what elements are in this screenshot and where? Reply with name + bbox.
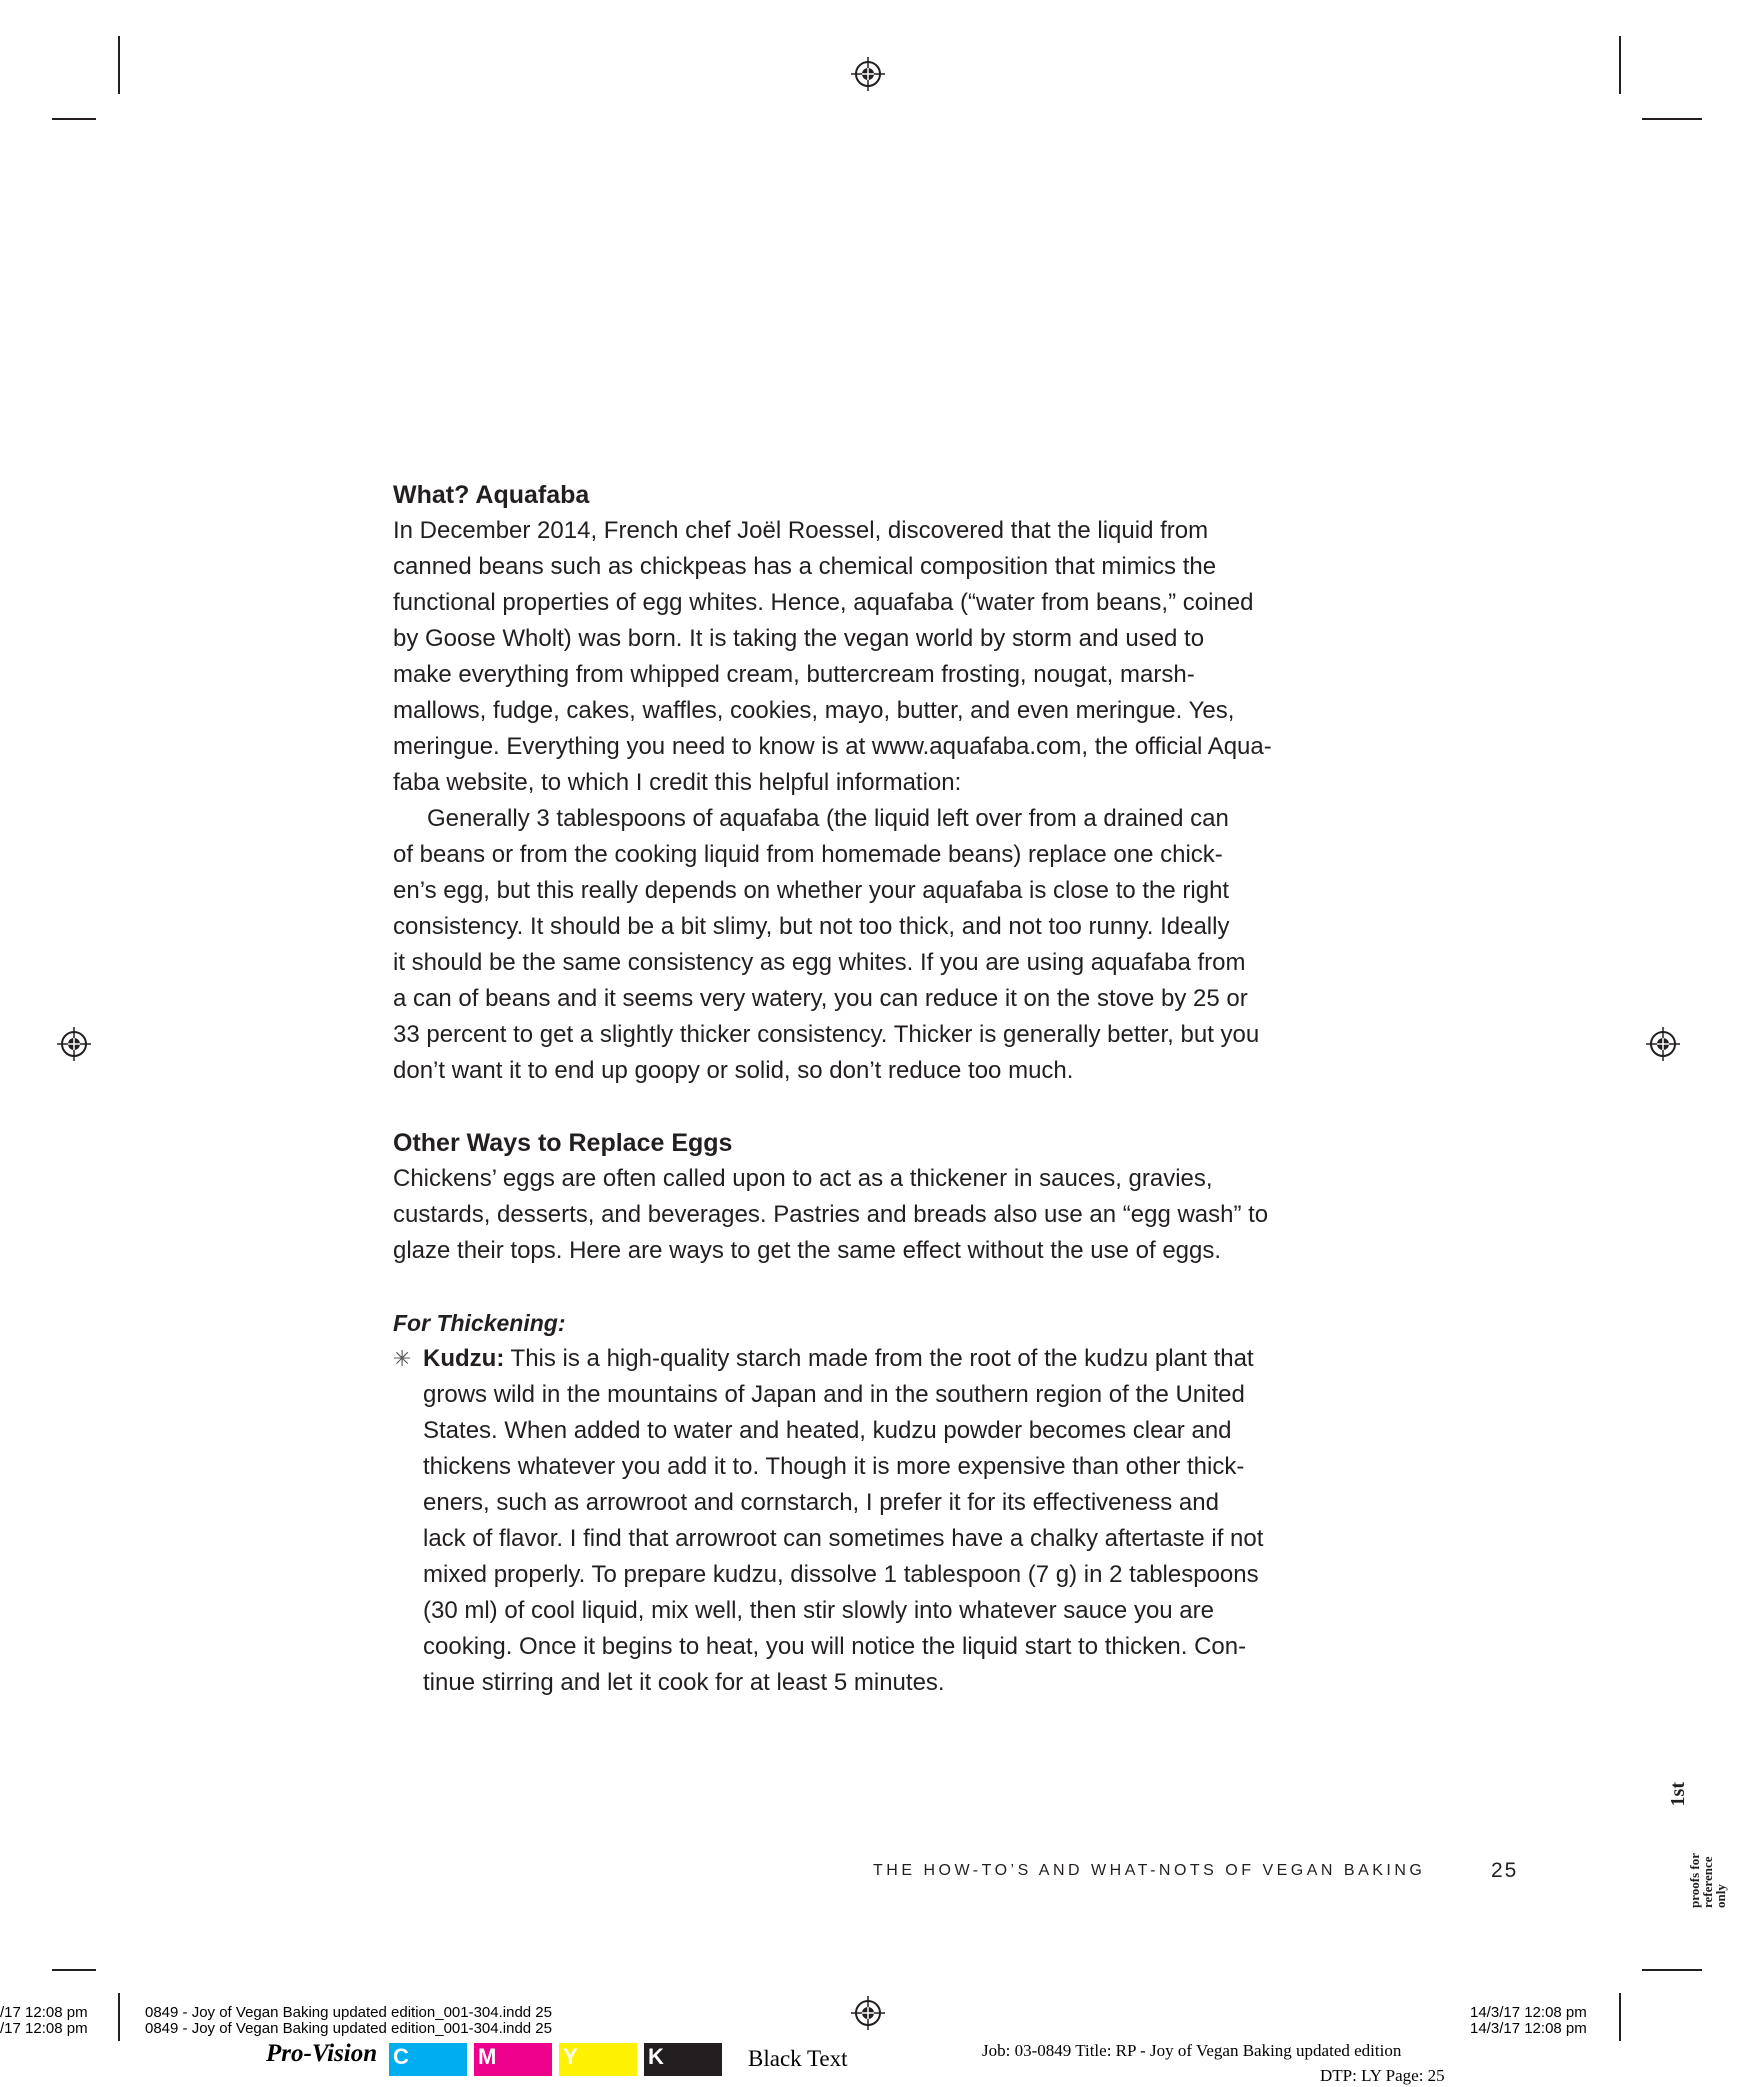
- crop-mark: [52, 1969, 96, 1971]
- text-line: custards, desserts, and beverages. Pastries and breads also use an “egg wash” to: [393, 1201, 1269, 1228]
- proof-stamp-text: reference: [1700, 1856, 1715, 1908]
- text-line: lack of flavor. I find that arrowroot can sometimes have a chalky aftertaste if not: [423, 1525, 1264, 1552]
- color-swatch-black: [644, 2043, 722, 2076]
- text-line: en’s egg, but this really depends on whether your aquafaba is close to the right: [393, 877, 1230, 904]
- crop-mark: [118, 36, 120, 94]
- bullet-text: This is a high-quality starch made from the root of the kudzu plant that: [510, 1345, 1254, 1372]
- black-text-label: Black Text: [748, 2046, 848, 2071]
- paragraph: [393, 801, 1353, 1089]
- slug-filename: 0849 - Joy of Vegan Baking updated edition_001-304.indd 25: [145, 2004, 552, 2021]
- text-line: [423, 1341, 1353, 1377]
- text-line: cooking. Once it begins to heat, you will notice the liquid start to thicken. Con-: [423, 1633, 1247, 1660]
- text-line: meringue. Everything you need to know is at www.aquafaba.com, the official Aqua-: [393, 733, 1272, 760]
- crop-mark: [1642, 1969, 1702, 1971]
- text-line: don’t want it to end up goopy or solid, so don’t reduce too much.: [393, 1057, 1074, 1084]
- registration-mark-icon: [851, 1996, 885, 2030]
- swatch-label: Y: [563, 2044, 578, 2069]
- crop-mark: [1642, 118, 1702, 120]
- text-line: it should be the same consistency as egg whites. If you are using aquafaba from: [393, 949, 1246, 976]
- registration-mark-icon: [1646, 1027, 1680, 1061]
- paragraph: [393, 513, 1353, 801]
- text-line: a can of beans and it seems very watery, you can reduce it on the stove by 25 or: [393, 985, 1248, 1012]
- running-footer: THE HOW-TO’S AND WHAT-NOTS OF VEGAN BAKING: [873, 1862, 1426, 1879]
- text-line: 33 percent to get a slightly thicker consistency. Thicker is generally better, but you: [393, 1021, 1260, 1048]
- swatch-label: K: [648, 2044, 664, 2069]
- text-line: functional properties of egg whites. Hence, aquafaba (“water from beans,” coined: [393, 589, 1254, 616]
- registration-mark-icon: [57, 1027, 91, 1061]
- crop-mark: [118, 1993, 120, 2041]
- text-line: Chickens’ eggs are often called upon to act as a thickener in sauces, gravies,: [393, 1165, 1213, 1192]
- swatch-label: M: [478, 2044, 497, 2069]
- text-line: grows wild in the mountains of Japan and in the southern region of the United: [423, 1381, 1245, 1408]
- text-line: faba website, to which I credit this helpful information:: [393, 769, 962, 796]
- text-line: In December 2014, French chef Joël Roessel, discovered that the liquid from: [393, 517, 1209, 544]
- proof-stamp-text: only: [1713, 1884, 1728, 1908]
- text-line: mixed properly. To prepare kudzu, dissolve 1 tablespoon (7 g) in 2 tablespoons: [423, 1561, 1259, 1588]
- slug-time: 14/3/17 12:08 pm: [1470, 2020, 1587, 2037]
- crop-mark: [1619, 1993, 1621, 2041]
- text-line: of beans or from the cooking liquid from homemade beans) replace one chick-: [393, 841, 1223, 868]
- list-item: [393, 1341, 1353, 1701]
- asterisk-bullet-icon: ✳: [393, 1346, 412, 1371]
- subsection-heading: For Thickening:: [393, 1310, 566, 1336]
- printer-logo: Pro-Vision: [266, 2040, 378, 2067]
- crop-mark: [1619, 36, 1621, 94]
- swatch-label: C: [393, 2044, 409, 2069]
- proof-stamp: [1668, 1782, 1728, 1912]
- text-line: canned beans such as chickpeas has a chemical composition that mimics the: [393, 553, 1217, 580]
- text-line: thickens whatever you add it to. Though it is more expensive than other thick-: [423, 1453, 1245, 1480]
- dtp-info: DTP: LY Page: 25: [1320, 2066, 1445, 2085]
- slug-time: 14/3/17 12:08 pm: [1470, 2004, 1587, 2021]
- color-swatch-magenta: [474, 2043, 552, 2076]
- text-line: (30 ml) of cool liquid, mix well, then stir slowly into whatever sauce you are: [423, 1597, 1214, 1624]
- slug-time: /17 12:08 pm: [0, 2020, 88, 2037]
- text-line: Generally 3 tablespoons of aquafaba (the liquid left over from a drained can: [427, 805, 1229, 832]
- section-heading: Other Ways to Replace Eggs: [393, 1129, 733, 1157]
- page-body: [393, 477, 1353, 1701]
- color-swatch-yellow: [559, 2043, 637, 2076]
- text-line: mallows, fudge, cakes, waffles, cookies, mayo, butter, and even meringue. Yes,: [393, 697, 1235, 724]
- text-line: eners, such as arrowroot and cornstarch, I prefer it for its effectiveness and: [423, 1489, 1219, 1516]
- proof-stamp-text: proofs for: [1687, 1852, 1702, 1908]
- proof-stamp-number: 1st: [1667, 1782, 1689, 1807]
- section-heading: What? Aquafaba: [393, 481, 590, 509]
- text-line: glaze their tops. Here are ways to get the same effect without the use of eggs.: [393, 1237, 1222, 1264]
- text-line: by Goose Wholt) was born. It is taking the vegan world by storm and used to: [393, 625, 1205, 652]
- text-line: tinue stirring and let it cook for at least 5 minutes.: [423, 1669, 945, 1696]
- bullet-term: Kudzu:: [423, 1345, 505, 1372]
- text-line: States. When added to water and heated, kudzu powder becomes clear and: [423, 1417, 1232, 1444]
- color-swatch-cyan: [389, 2043, 467, 2076]
- slug-time: /17 12:08 pm: [0, 2004, 88, 2021]
- crop-mark: [52, 118, 96, 120]
- text-line: consistency. It should be a bit slimy, but not too thick, and not too runny. Ideally: [393, 913, 1230, 940]
- registration-mark-icon: [851, 57, 885, 91]
- page-number: 25: [1491, 1859, 1519, 1882]
- slug-filename: 0849 - Joy of Vegan Baking updated edition_001-304.indd 25: [145, 2020, 552, 2037]
- job-info: Job: 03-0849 Title: RP - Joy of Vegan Baking updated edition: [982, 2041, 1402, 2060]
- paragraph: [393, 1161, 1353, 1269]
- text-line: make everything from whipped cream, buttercream frosting, nougat, marsh-: [393, 661, 1195, 688]
